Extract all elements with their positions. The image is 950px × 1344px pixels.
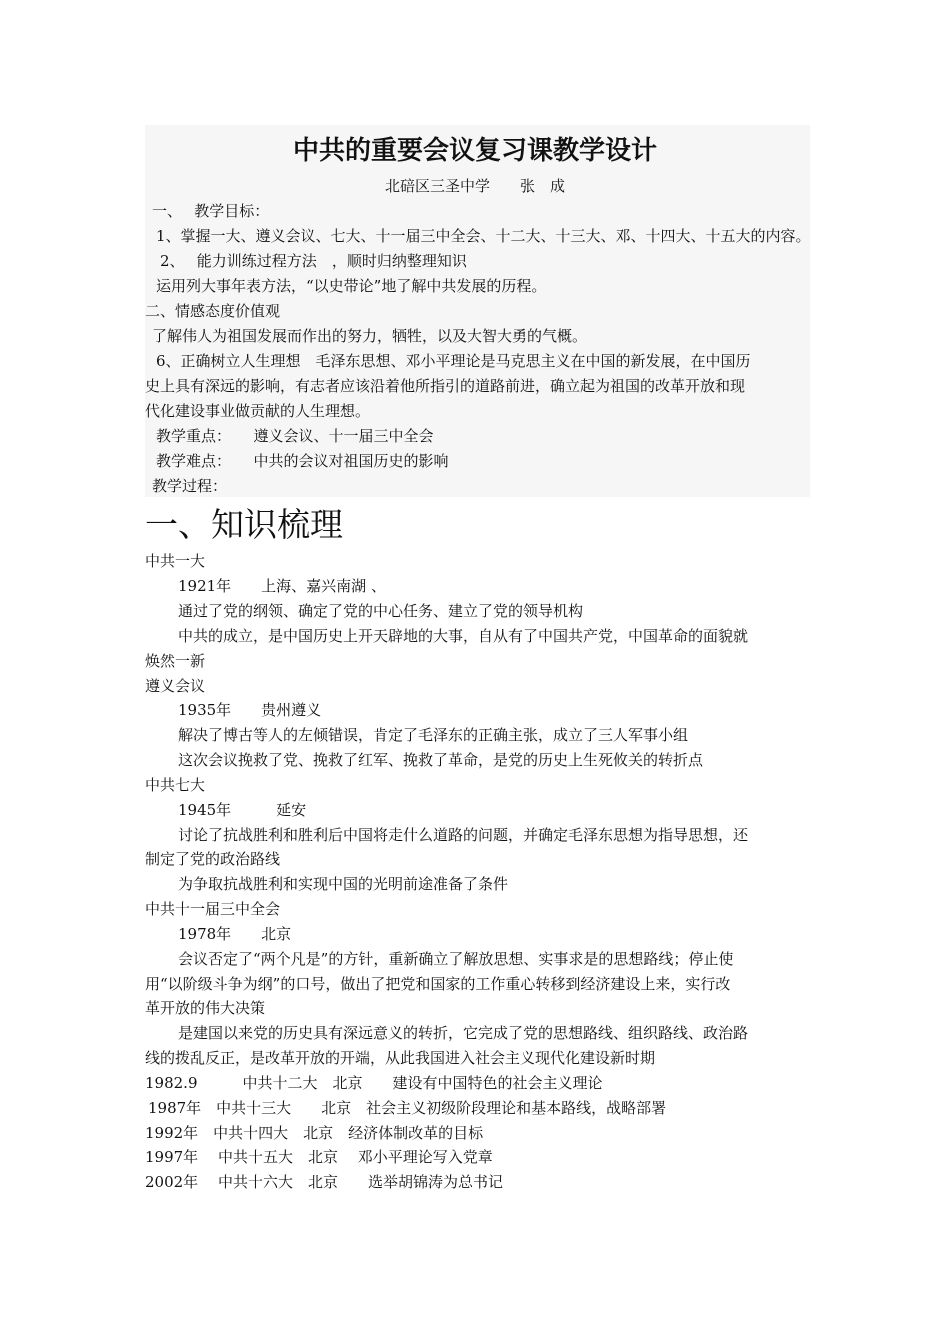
meeting-content: 会议否定了“两个凡是”的方针，重新确立了解放思想、实事求是的思想路线；停止使 — [178, 950, 734, 968]
timeline-row: 1987年 中共十三大 北京 社会主义初级阶段理论和基本路线，战略部署 — [148, 1099, 667, 1117]
document-title: 中共的重要会议复习课教学设计 — [292, 136, 657, 166]
key-points: 教学重点： 遵义会议、十一届三中全会 — [156, 427, 434, 445]
timeline-row: 2002年 中共十六大 北京 选举胡锦涛为总书记 — [145, 1173, 503, 1191]
timeline-row: 1982.9 中共十二大 北京 建设有中国特色的社会主义理论 — [145, 1074, 603, 1092]
emotion-heading: 二、情感态度价值观 — [145, 302, 281, 320]
ideal-line-2: 史上具有深远的影响，有志者应该沿着他所指引的道路前进，确立起为祖国的改革开放和现 — [145, 377, 746, 395]
objectives-heading: 一、 教学目标： — [152, 202, 270, 220]
meeting-significance: 是建国以来党的历史具有深远意义的转折，它完成了党的思想路线、组织路线、政治路 — [178, 1024, 749, 1042]
objective-1: 1、掌握一大、遵义会议、七大、十一届三中全会、十二大、十三大、邓、十四大、十五大的内容。 — [156, 227, 811, 245]
meeting-date-place: 1945年 延安 — [178, 801, 307, 819]
meeting-content: 解决了博古等人的左倾错误，肯定了毛泽东的正确主张，成立了三人军事小组 — [178, 726, 689, 744]
author-line: 北碚区三圣中学 张 成 — [384, 177, 565, 195]
meeting-content-cont: 制定了党的政治路线 — [145, 850, 281, 868]
objective-method: 运用列大事年表方法，“以史带论”地了解中共发展的历程。 — [156, 277, 547, 295]
process-label: 教学过程： — [152, 477, 228, 495]
meeting-title: 中共七大 — [145, 776, 206, 794]
meeting-title: 中共十一届三中全会 — [145, 900, 281, 918]
meeting-content: 讨论了抗战胜利和胜利后中国将走什么道路的问题，并确定毛泽东思想为指导思想，还 — [178, 826, 749, 844]
meeting-significance: 中共的成立，是中国历史上开天辟地的大事，自从有了中国共产党，中国革命的面貌就 — [178, 627, 749, 645]
meeting-significance: 为争取抗战胜利和实现中国的光明前途准备了条件 — [178, 875, 509, 893]
meeting-date-place: 1978年 北京 — [178, 925, 292, 943]
meeting-significance-cont: 线的拨乱反正，是改革开放的开端，从此我国进入社会主义现代化建设新时期 — [145, 1049, 656, 1067]
section-heading: 一、知识梳理 — [145, 505, 343, 544]
meeting-significance: 这次会议挽救了党、挽救了红军、挽救了革命，是党的历史上生死攸关的转折点 — [178, 751, 704, 769]
timeline-row: 1997年 中共十五大 北京 邓小平理论写入党章 — [145, 1148, 493, 1166]
meeting-title: 遵义会议 — [145, 677, 206, 695]
meeting-content-cont: 用“以阶级斗争为纲”的口号，做出了把党和国家的工作重心转移到经济建设上来，实行改 — [145, 975, 731, 993]
ideal-line-1: 6、正确树立人生理想 毛泽东思想、邓小平理论是马克思主义在中国的新发展，在中国历 — [156, 352, 751, 370]
ideal-line-3: 代化建设事业做贡献的人生理想。 — [145, 402, 371, 420]
meeting-content: 通过了党的纲领、确定了党的中心任务、建立了党的领导机构 — [178, 602, 584, 620]
meeting-significance-cont: 焕然一新 — [145, 652, 206, 670]
timeline-row: 1992年 中共十四大 北京 经济体制改革的目标 — [145, 1124, 484, 1142]
difficult-points: 教学难点： 中共的会议对祖国历史的影响 — [156, 452, 449, 470]
meeting-date-place: 1921年 上海、嘉兴南湖 、 — [178, 577, 386, 595]
meeting-title: 中共一大 — [145, 552, 206, 570]
objective-2: 2、 能力训练过程方法 ，顺时归纳整理知识 — [160, 252, 467, 270]
meeting-content-cont: 革开放的伟大决策 — [145, 999, 266, 1017]
emotion-text: 了解伟人为祖国发展而作出的努力，牺牲，以及大智大勇的气概。 — [152, 327, 588, 345]
meeting-date-place: 1935年 贵州遵义 — [178, 701, 322, 719]
